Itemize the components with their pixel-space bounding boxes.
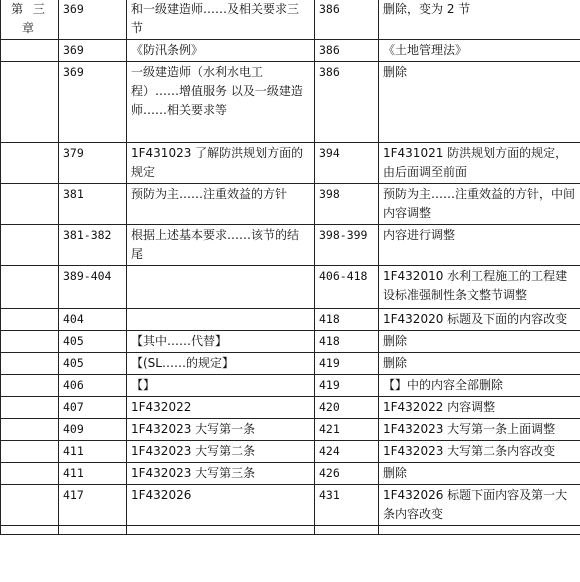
chapter-blank-cell [1, 526, 59, 535]
table-row [1, 331, 580, 353]
new-page-cell: 421 [315, 419, 379, 441]
table-row [1, 463, 580, 485]
new-page-cell: 418 [315, 331, 379, 353]
table-row [1, 526, 580, 535]
change-desc-cell: 1F432023 大写第一条上面调整 [379, 419, 580, 441]
table-row [1, 441, 580, 463]
old-page-cell: 405 [59, 331, 127, 353]
table-row [1, 309, 580, 331]
old-page-cell: 389-404 [59, 266, 127, 309]
chapter-blank-cell [1, 62, 59, 143]
old-content-cell: 1F432023 大写第二条 [127, 441, 315, 463]
change-desc-cell: 删除 [379, 331, 580, 353]
chapter-blank-cell [1, 397, 59, 419]
chapter-blank-cell [1, 184, 59, 225]
old-content-cell: 和一级建造师……及相关要求三节 [127, 0, 315, 40]
chapter-blank-cell [1, 40, 59, 62]
old-content-cell: 一级建造师（水利水电工程）……增值服务 以及一级建造师……相关要求等 [127, 62, 315, 143]
old-content-cell: 1F431023 了解防洪规划方面的规定 [127, 143, 315, 184]
chapter-blank-cell [1, 485, 59, 526]
old-content-cell [127, 309, 315, 331]
change-desc-cell: 《土地管理法》 [379, 40, 580, 62]
table-row [1, 40, 580, 62]
old-content-cell: 1F432022 [127, 397, 315, 419]
table-row [1, 419, 580, 441]
old-page-cell: 404 [59, 309, 127, 331]
new-page-cell: 386 [315, 62, 379, 143]
change-desc-cell: 1F432010 水利工程施工的工程建设标准强制性条文整节调整 [379, 266, 580, 309]
change-desc-cell: 删除 [379, 62, 580, 143]
change-desc-cell: 【】中的内容全部删除 [379, 375, 580, 397]
new-page-cell: 386 [315, 40, 379, 62]
change-desc-cell: 预防为主……注重效益的方针，中间内容调整 [379, 184, 580, 225]
change-desc-cell: 1F432026 标题下面内容及第一大条内容改变 [379, 485, 580, 526]
change-desc-cell: 1F432023 大写第二条内容改变 [379, 441, 580, 463]
change-desc-cell: 删除，变为 2 节 [379, 0, 580, 40]
old-content-cell [127, 526, 315, 535]
new-page-cell: 398-399 [315, 225, 379, 266]
old-page-cell: 409 [59, 419, 127, 441]
old-page-cell: 417 [59, 485, 127, 526]
old-page-cell: 381 [59, 184, 127, 225]
table-row [1, 184, 580, 225]
new-page-cell: 419 [315, 375, 379, 397]
old-page-cell: 369 [59, 0, 127, 40]
new-page-cell: 394 [315, 143, 379, 184]
old-page-cell: 406 [59, 375, 127, 397]
chapter-blank-cell [1, 143, 59, 184]
change-desc-cell: 1F432022 内容调整 [379, 397, 580, 419]
old-page-cell: 381-382 [59, 225, 127, 266]
change-desc-cell [379, 526, 580, 535]
table-row [1, 266, 580, 309]
table-row [1, 375, 580, 397]
table-row [1, 485, 580, 526]
chapter-blank-cell [1, 441, 59, 463]
new-page-cell: 426 [315, 463, 379, 485]
table-row [1, 143, 580, 184]
chapter-cell: 第 三 章 [1, 0, 59, 40]
old-page-cell: 369 [59, 40, 127, 62]
new-page-cell: 398 [315, 184, 379, 225]
chapter-blank-cell [1, 463, 59, 485]
change-desc-cell: 1F432020 标题及下面的内容改变 [379, 309, 580, 331]
old-page-cell: 379 [59, 143, 127, 184]
new-page-cell: 420 [315, 397, 379, 419]
chapter-blank-cell [1, 419, 59, 441]
change-desc-cell: 删除 [379, 463, 580, 485]
old-content-cell: 1F432023 大写第一条 [127, 419, 315, 441]
table-row [1, 0, 580, 40]
new-page-cell [315, 526, 379, 535]
old-page-cell: 411 [59, 441, 127, 463]
table-row [1, 225, 580, 266]
new-page-cell: 418 [315, 309, 379, 331]
old-page-cell: 405 [59, 353, 127, 375]
chapter-blank-cell [1, 353, 59, 375]
table-row [1, 353, 580, 375]
table-row [1, 397, 580, 419]
chapter-blank-cell [1, 375, 59, 397]
new-page-cell: 419 [315, 353, 379, 375]
old-content-cell: 【】 [127, 375, 315, 397]
old-content-cell: 【其中……代替】 [127, 331, 315, 353]
old-content-cell: 1F432023 大写第三条 [127, 463, 315, 485]
change-desc-cell: 1F431021 防洪规划方面的规定，由后面调至前面 [379, 143, 580, 184]
table-row [1, 62, 580, 143]
new-page-cell: 406-418 [315, 266, 379, 309]
old-page-cell: 407 [59, 397, 127, 419]
change-desc-cell: 内容进行调整 [379, 225, 580, 266]
old-content-cell: 根据上述基本要求……该节的结尾 [127, 225, 315, 266]
new-page-cell: 431 [315, 485, 379, 526]
old-content-cell: 《防汛条例》 [127, 40, 315, 62]
chapter-blank-cell [1, 225, 59, 266]
old-content-cell: 1F432026 [127, 485, 315, 526]
old-content-cell: 【(SL……的规定】 [127, 353, 315, 375]
new-page-cell: 386 [315, 0, 379, 40]
chapter-blank-cell [1, 309, 59, 331]
change-desc-cell: 删除 [379, 353, 580, 375]
new-page-cell: 424 [315, 441, 379, 463]
old-page-cell [59, 526, 127, 535]
chapter-blank-cell [1, 331, 59, 353]
old-page-cell: 369 [59, 62, 127, 143]
old-content-cell: 预防为主……注重效益的方针 [127, 184, 315, 225]
old-page-cell: 411 [59, 463, 127, 485]
chapter-blank-cell [1, 266, 59, 309]
old-content-cell [127, 266, 315, 309]
